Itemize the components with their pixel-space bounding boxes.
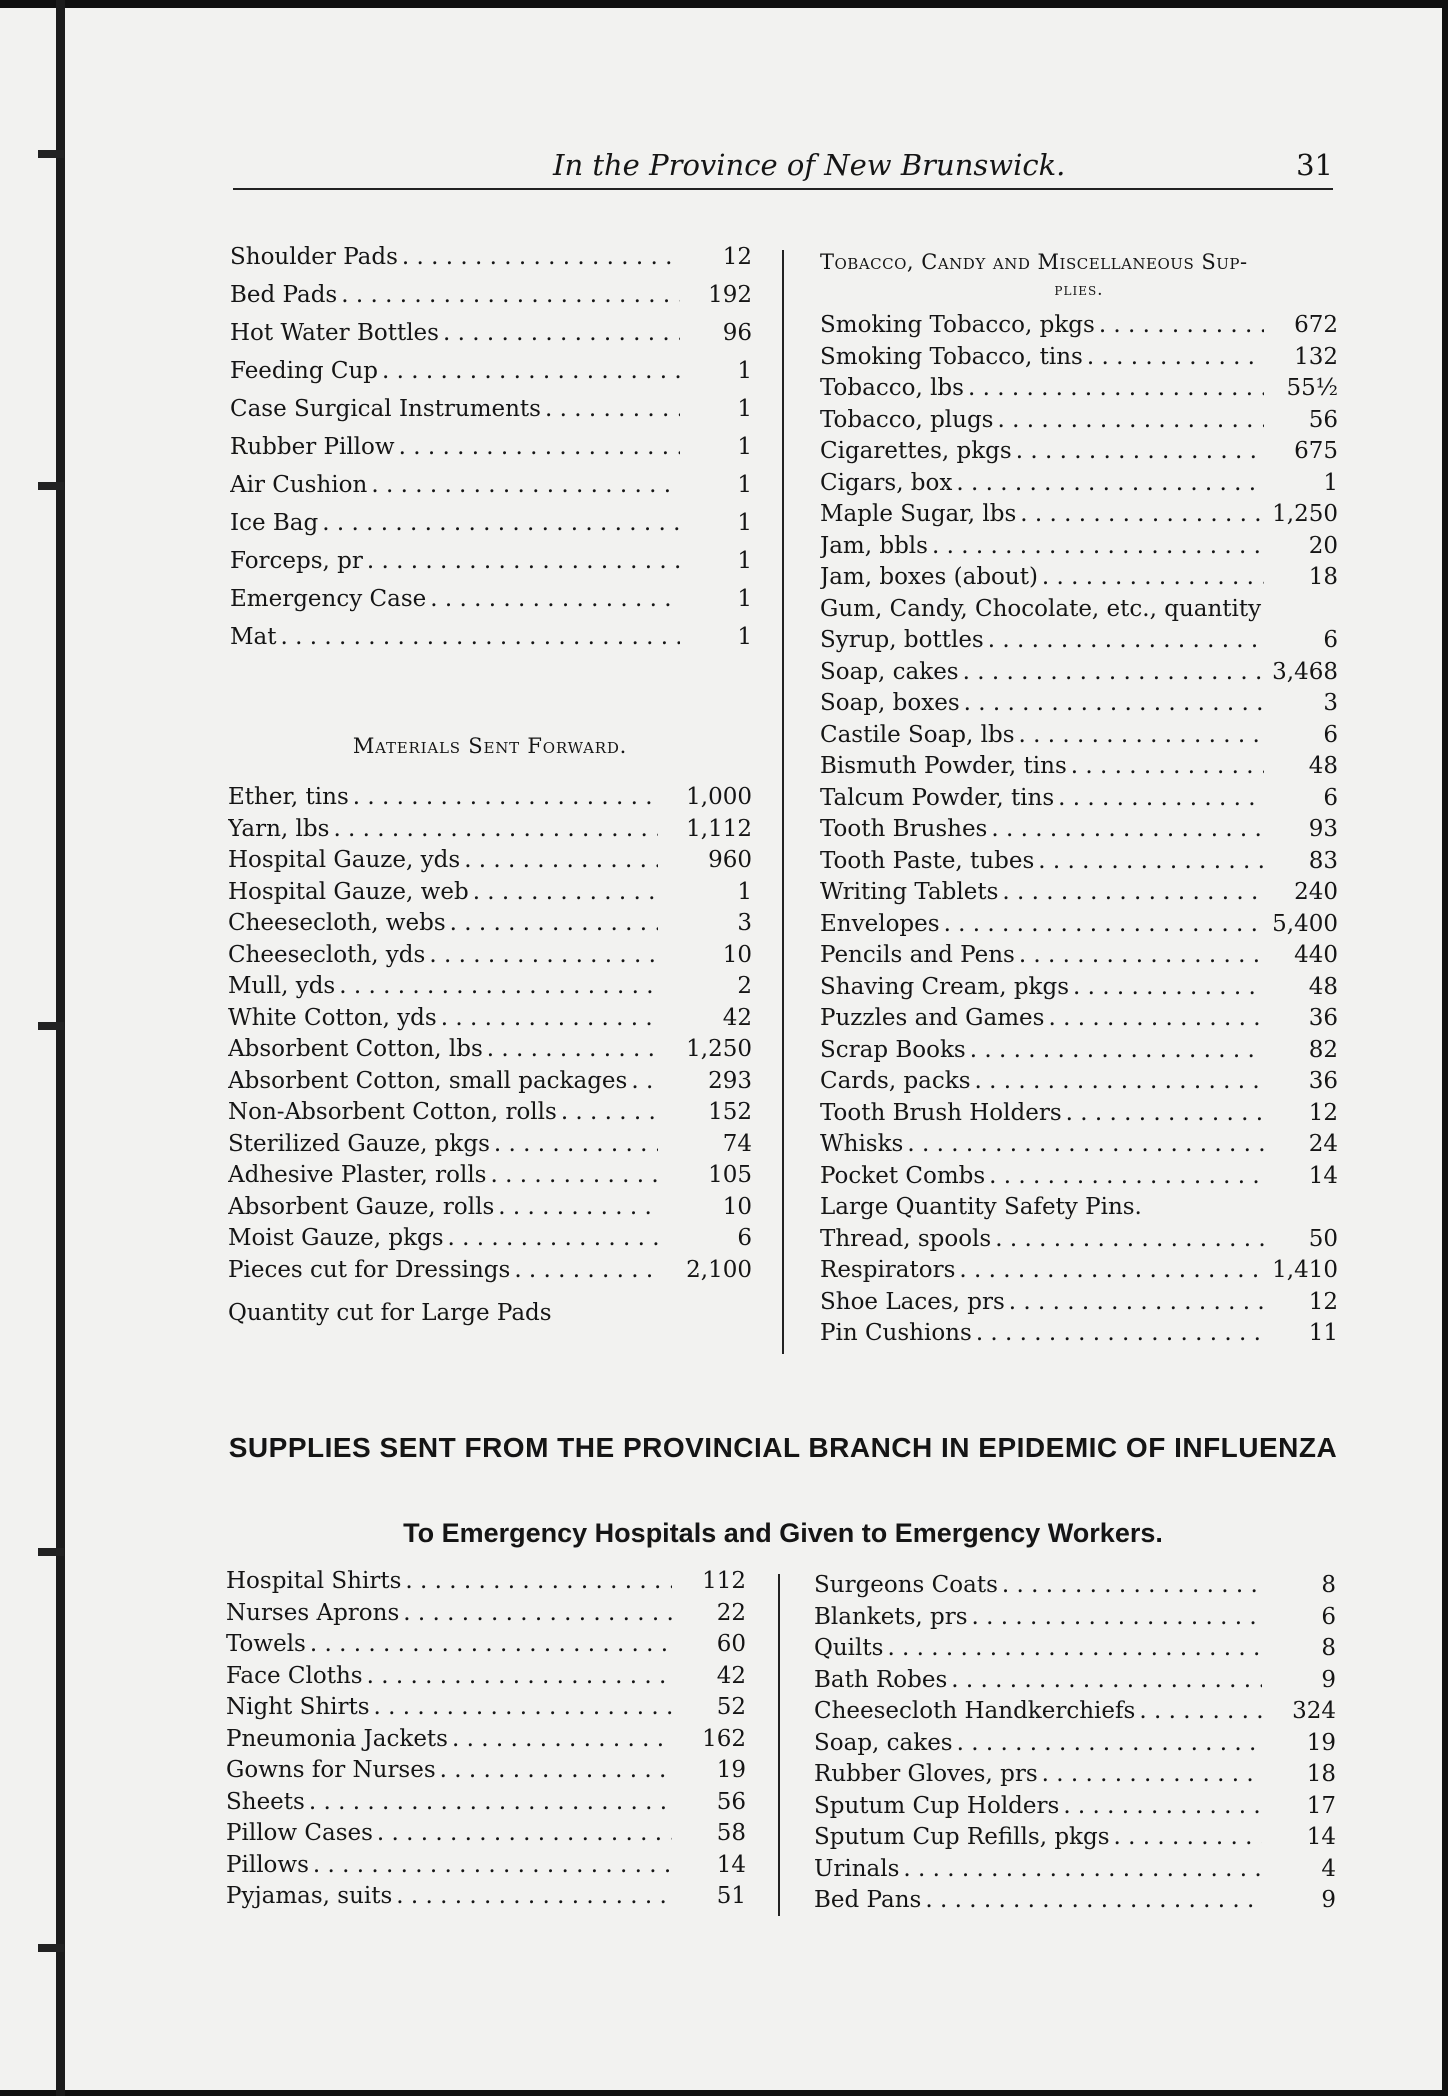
materials-heading: Materials Sent Forward. — [352, 734, 628, 758]
list-item: Surgeons Coats . . . 8 — [814, 1572, 1336, 1604]
list-item: Adhesive Plaster, rolls . . . 105 — [228, 1162, 752, 1194]
list-item: Nurses Aprons . . . 22 — [226, 1600, 746, 1632]
list-item: Whisks . . . 24 — [820, 1131, 1338, 1163]
list-item: Bismuth Powder, tins . . . 48 — [820, 753, 1338, 785]
list-item: Mull, yds . . . 2 — [228, 973, 752, 1005]
list-item: Pocket Combs . . . 14 — [820, 1163, 1338, 1195]
list-item: Cigars, box . . . 1 — [820, 470, 1338, 502]
list-item: Syrup, bottles . . . 6 — [820, 627, 1338, 659]
list-item: Non-Absorbent Cotton, rolls . . . 152 — [228, 1099, 752, 1131]
list-item: Quilts . . . 8 — [814, 1635, 1336, 1667]
list-item: Pieces cut for Dressings . . . 2,100 — [228, 1257, 752, 1289]
list-item: Towels . . . 60 — [226, 1631, 746, 1663]
list-item: Gowns for Nurses . . . 19 — [226, 1757, 746, 1789]
list-item: Ice Bag . . . 1 — [230, 510, 752, 548]
list-item: Rubber Gloves, prs . . . 18 — [814, 1761, 1336, 1793]
list-item: Tooth Paste, tubes . . . 83 — [820, 848, 1338, 880]
list-item: Puzzles and Games . . . 36 — [820, 1005, 1338, 1037]
page-header — [233, 148, 1333, 190]
list-item: Jam, boxes (about) . . . 18 — [820, 564, 1338, 596]
list-item: Castile Soap, lbs . . . 6 — [820, 722, 1338, 754]
list-item: Cheesecloth, yds . . . 10 — [228, 942, 752, 974]
column-divider — [778, 1574, 780, 1916]
list-item: Cheesecloth, webs . . . 3 — [228, 910, 752, 942]
materials-note: Quantity cut for Large Pads — [228, 1300, 552, 1326]
list-item: Ether, tins . . . 1,000 — [228, 784, 752, 816]
influenza-section-title: SUPPLIES SENT FROM THE PROVINCIAL BRANCH IN EPIDEMIC OF INFLUENZA — [228, 1432, 1338, 1463]
list-item: Hospital Gauze, web . . . 1 — [228, 879, 752, 911]
list-item: Sheets . . . 56 — [226, 1789, 746, 1821]
list-item: Soap, cakes . . . 3,468 — [820, 659, 1338, 691]
list-item: Absorbent Cotton, lbs . . . 1,250 — [228, 1036, 752, 1068]
list-item: Yarn, lbs . . . 1,112 — [228, 816, 752, 848]
list-item: Case Surgical Instruments . . . 1 — [230, 396, 752, 434]
list-item: Tobacco, lbs . . . 55½ — [820, 375, 1338, 407]
influenza-right-list — [814, 1572, 1336, 1919]
list-item: Bath Robes . . . 9 — [814, 1667, 1336, 1699]
list-item: Shoulder Pads . . . 12 — [230, 244, 752, 282]
list-item: Rubber Pillow . . . 1 — [230, 434, 752, 472]
list-item: Cards, packs . . . 36 — [820, 1068, 1338, 1100]
influenza-section-subtitle: To Emergency Hospitals and Given to Emergency Workers. — [403, 1518, 1163, 1548]
list-item: Pillow Cases . . . 58 — [226, 1820, 746, 1852]
list-item: White Cotton, yds . . . 42 — [228, 1005, 752, 1037]
running-title: In the Province of New Brunswick. — [553, 148, 1066, 182]
scan-edge-right — [1442, 0, 1448, 2096]
column-divider — [782, 250, 784, 1354]
list-item: Emergency Case . . . 1 — [230, 586, 752, 624]
list-item: Cheesecloth Handkerchiefs . . . 324 — [814, 1698, 1336, 1730]
list-item: Face Cloths . . . 42 — [226, 1663, 746, 1695]
list-item: Maple Sugar, lbs . . . 1,250 — [820, 501, 1338, 533]
list-item: Cigarettes, pkgs . . . 675 — [820, 438, 1338, 470]
scan-edge-bottom — [0, 2090, 1448, 2096]
book-binding — [56, 0, 65, 2096]
list-item: Scrap Books . . . 82 — [820, 1037, 1338, 1069]
list-item: Night Shirts . . . 52 — [226, 1694, 746, 1726]
list-item: Bed Pans . . . 9 — [814, 1887, 1336, 1919]
scan-edge-top — [0, 0, 1448, 8]
list-item: Envelopes . . . 5,400 — [820, 911, 1338, 943]
binding-stitch — [38, 1022, 64, 1030]
list-item: Hospital Shirts . . . 112 — [226, 1568, 746, 1600]
list-item: Jam, bbls . . . 20 — [820, 533, 1338, 565]
list-item: Tobacco, plugs . . . 56 — [820, 407, 1338, 439]
list-item: Pin Cushions . . . 11 — [820, 1320, 1338, 1352]
influenza-left-list — [226, 1568, 746, 1915]
binding-stitch — [38, 482, 64, 490]
list-item: Urinals . . . 4 — [814, 1856, 1336, 1888]
list-item: Talcum Powder, tins . . . 6 — [820, 785, 1338, 817]
list-item: Hospital Gauze, yds . . . 960 — [228, 847, 752, 879]
list-item: Pencils and Pens . . . 440 — [820, 942, 1338, 974]
list-item: Mat . . . 1 — [230, 624, 752, 662]
list-item: Sputum Cup Refills, pkgs . . . 14 — [814, 1824, 1336, 1856]
list-item: Hot Water Bottles . . . 96 — [230, 320, 752, 358]
list-item: Air Cushion . . . 1 — [230, 472, 752, 510]
binding-stitch — [38, 1548, 64, 1556]
list-item: Moist Gauze, pkgs . . . 6 — [228, 1225, 752, 1257]
list-item: Respirators . . . 1,410 — [820, 1257, 1338, 1289]
list-item: Sterilized Gauze, pkgs . . . 74 — [228, 1131, 752, 1163]
list-item: Large Quantity Safety Pins. — [820, 1194, 1142, 1220]
list-item: Writing Tablets . . . 240 — [820, 879, 1338, 911]
list-item: Soap, boxes . . . 3 — [820, 690, 1338, 722]
list-item: Smoking Tobacco, tins . . . 132 — [820, 344, 1338, 376]
list-item: Absorbent Cotton, small packages . . . 293 — [228, 1068, 752, 1100]
list-item: Shoe Laces, prs . . . 12 — [820, 1289, 1338, 1321]
list-item: Tooth Brushes . . . 93 — [820, 816, 1338, 848]
materials-list — [228, 784, 752, 1332]
list-item: Blankets, prs . . . 6 — [814, 1604, 1336, 1636]
list-item: Shaving Cream, pkgs . . . 48 — [820, 974, 1338, 1006]
list-item: Gum, Candy, Chocolate, etc., quantity — [820, 595, 1262, 622]
list-item: Pillows . . . 14 — [226, 1852, 746, 1884]
list-item: Thread, spools . . . 50 — [820, 1226, 1338, 1258]
list-item: Feeding Cup . . . 1 — [230, 358, 752, 396]
binding-stitch — [38, 150, 64, 158]
first-supplies-list — [230, 244, 752, 662]
list-item: Soap, cakes . . . 19 — [814, 1730, 1336, 1762]
list-item: Bed Pads . . . 192 — [230, 282, 752, 320]
tobacco-list — [820, 312, 1338, 1352]
list-item: Sputum Cup Holders . . . 17 — [814, 1793, 1336, 1825]
page-number: 31 — [1296, 148, 1333, 182]
list-item: Forceps, pr . . . 1 — [230, 548, 752, 586]
list-item: Absorbent Gauze, rolls . . . 10 — [228, 1194, 752, 1226]
list-item: Smoking Tobacco, pkgs . . . 672 — [820, 312, 1338, 344]
list-item: Pyjamas, suits . . . 51 — [226, 1883, 746, 1915]
binding-stitch — [38, 1944, 64, 1952]
tobacco-heading-continued: plies. — [1054, 280, 1104, 300]
list-item: Pneumonia Jackets . . . 162 — [226, 1726, 746, 1758]
tobacco-heading: Tobacco, Candy and Miscellaneous Sup- — [820, 250, 1248, 274]
list-item: Tooth Brush Holders . . . 12 — [820, 1100, 1338, 1132]
